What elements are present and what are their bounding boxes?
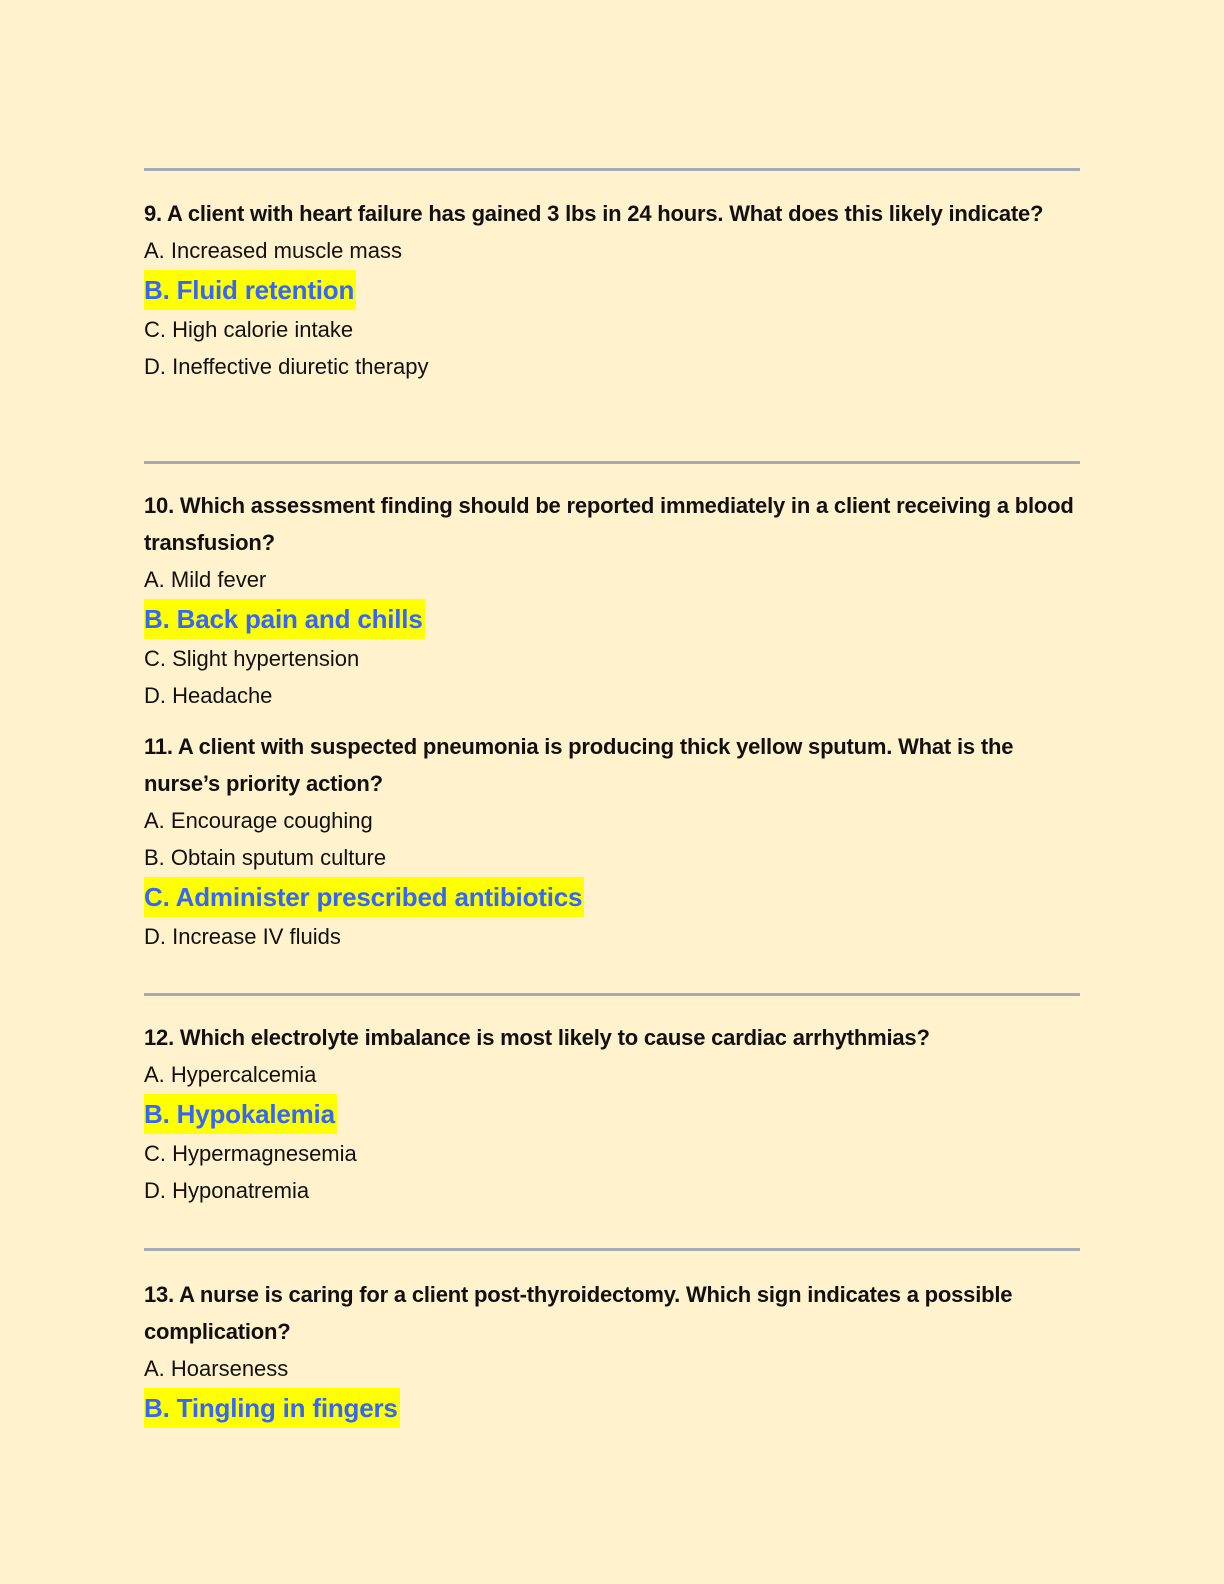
- question-13: [144, 1276, 1080, 1429]
- divider-rule: [144, 1248, 1080, 1251]
- divider-rule: [144, 461, 1080, 464]
- option-b-correct-answer: [144, 1388, 1080, 1428]
- question-12: [144, 1019, 1080, 1209]
- option-d: D. Ineffective diuretic therapy: [144, 354, 429, 379]
- question-11: [144, 728, 1080, 955]
- answer-highlight: B. Back pain and chills: [144, 599, 425, 639]
- question-text: 9. A client with heart failure has gained 3 lbs in 24 hours. What does this likely indicate?: [144, 201, 1044, 226]
- option-a: A. Mild fever: [144, 567, 267, 592]
- answer-highlight: C. Administer prescribed antibiotics: [144, 877, 584, 917]
- question-text: 11. A client with suspected pneumonia is producing thick yellow sputum. What is the nurse’s priority action?: [144, 734, 1014, 796]
- option-a: A. Increased muscle mass: [144, 238, 402, 263]
- option-a: A. Hoarseness: [144, 1356, 289, 1381]
- option-c: C. Slight hypertension: [144, 646, 360, 671]
- option-d: D. Headache: [144, 683, 273, 708]
- question-text: 12. Which electrolyte imbalance is most likely to cause cardiac arrhythmias?: [144, 1025, 930, 1050]
- option-b-correct-answer: [144, 270, 1080, 310]
- question-10: [144, 487, 1080, 714]
- option-c-correct-answer: [144, 877, 1080, 917]
- option-a: A. Hypercalcemia: [144, 1062, 317, 1087]
- option-d: D. Hyponatremia: [144, 1178, 310, 1203]
- question-9: [144, 195, 1080, 385]
- option-c: C. Hypermagnesemia: [144, 1141, 357, 1166]
- question-text: 10. Which assessment finding should be reported immediately in a client receiving a blood transfusion?: [144, 493, 1074, 555]
- option-a: A. Encourage coughing: [144, 808, 373, 833]
- divider-rule: [144, 993, 1080, 996]
- answer-highlight: B. Hypokalemia: [144, 1094, 337, 1134]
- option-c: C. High calorie intake: [144, 317, 354, 342]
- answer-highlight: B. Fluid retention: [144, 270, 356, 310]
- option-b-correct-answer: [144, 1094, 1080, 1134]
- answer-highlight: B. Tingling in fingers: [144, 1388, 400, 1428]
- divider-rule: [144, 168, 1080, 171]
- option-b: B. Obtain sputum culture: [144, 845, 387, 870]
- question-text: 13. A nurse is caring for a client post-thyroidectomy. Which sign indicates a possible complication?: [144, 1282, 1013, 1344]
- option-b-correct-answer: [144, 599, 1080, 639]
- option-d: D. Increase IV fluids: [144, 924, 341, 949]
